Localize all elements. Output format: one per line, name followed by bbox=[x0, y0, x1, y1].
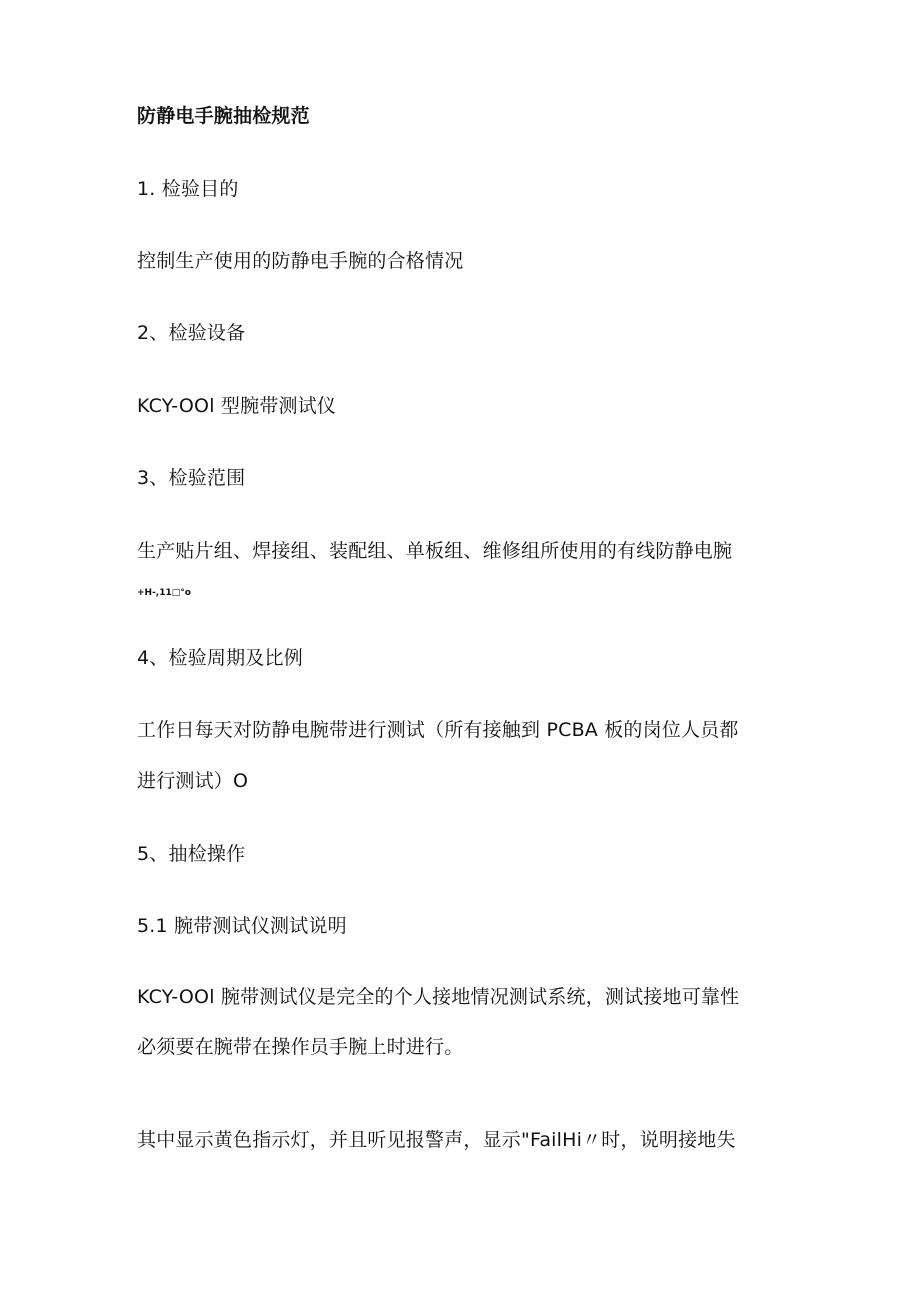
document-title: 防静电手腕抽检规范 bbox=[137, 105, 310, 127]
section-5-1-text-line-3: 其中显示黄色指示灯，并且听见报警声，显示"FailHi〃时，说明接地失 bbox=[137, 1129, 736, 1151]
section-3-text: 生产贴片组、焊接组、装配组、单板组、维修组所使用的有线防静电腕 bbox=[137, 540, 733, 562]
section-4-text-line-1: 工作日每天对防静电腕带进行测试（所有接触到 PCBA 板的岗位人员都 bbox=[137, 719, 739, 741]
section-5-1-text-line-2: 必须要在腕带在操作员手腕上时进行。 bbox=[137, 1036, 464, 1058]
section-5-1-text-line-1: KCY-OOl 腕带测试仪是完全的个人接地情况测试系统，测试接地可靠性 bbox=[137, 986, 740, 1008]
section-1-heading: 1. 检验目的 bbox=[137, 178, 239, 200]
section-3-garbled-text: +H-,11□°o bbox=[137, 588, 191, 598]
section-4-heading: 4、检验周期及比例 bbox=[137, 647, 303, 669]
section-1-text: 控制生产使用的防静电手腕的合格情况 bbox=[137, 250, 464, 272]
section-4-text-line-2: 进行测试）O bbox=[137, 770, 249, 792]
section-2-text: KCY-OOl 型腕带测试仪 bbox=[137, 395, 337, 417]
section-5-1-heading: 5.1 腕带测试仪测试说明 bbox=[137, 915, 347, 937]
section-2-heading: 2、检验设备 bbox=[137, 322, 246, 344]
section-5-heading: 5、抽检操作 bbox=[137, 843, 246, 865]
section-3-heading: 3、检验范围 bbox=[137, 467, 246, 489]
